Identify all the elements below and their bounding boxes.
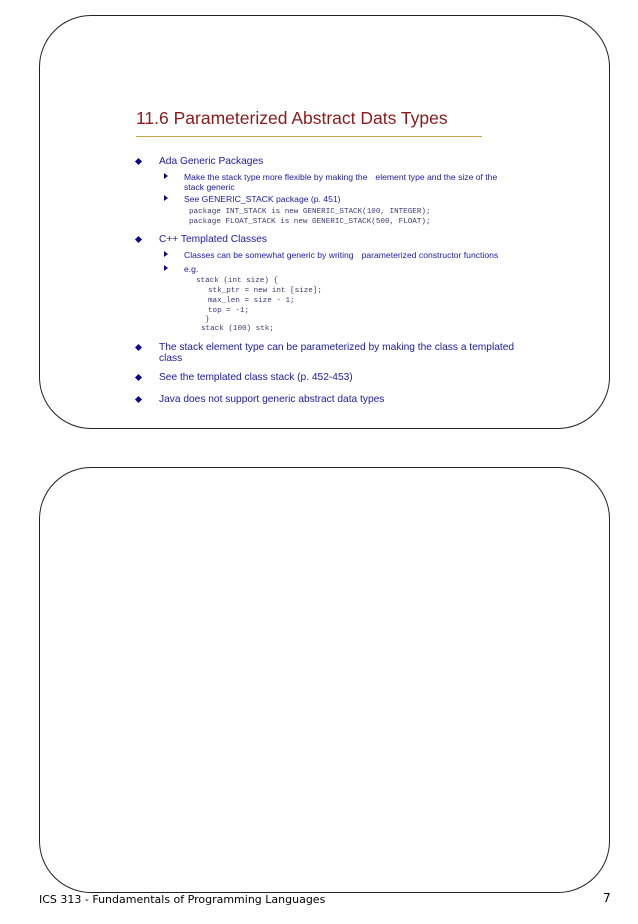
bullet-text: See the templated class stack (p. 452-453) — [159, 372, 353, 383]
code-line: stk_ptr = new int [size]; — [208, 287, 322, 295]
arrow-bullet-icon — [164, 195, 168, 201]
sub-bullet-text: Classes can be somewhat generic by writing — [184, 250, 354, 260]
code-line: stack (100) stk; — [201, 325, 274, 333]
arrow-bullet-icon — [164, 251, 168, 257]
bullet-text: Ada Generic Packages — [159, 156, 264, 167]
code-line: stack (int size) { — [196, 277, 279, 285]
sub-bullet-text: stack generic — [184, 182, 235, 192]
footer-page-number: 7 — [603, 891, 611, 905]
title-underline — [136, 136, 482, 137]
code-line: max_len = size - 1; — [208, 297, 295, 305]
arrow-bullet-icon — [164, 265, 168, 271]
sub-bullet-text: e.g. — [184, 264, 199, 274]
sub-bullet-text: parameterized constructor functions — [361, 250, 499, 260]
sub-bullet-text: Make the stack type more flexible by making the — [184, 172, 368, 182]
slide-title: 11.6 Parameterized Abstract Dats Types — [136, 108, 448, 128]
code-line: } — [205, 316, 210, 324]
code-line: package FLOAT_STACK is new GENERIC_STACK(500, FLOAT); — [189, 218, 431, 226]
sub-bullet-text: element type and the size of the — [375, 172, 498, 182]
footer-course-title: ICS 313 - Fundamentals of Programming Languages — [39, 893, 326, 906]
empty-slide-frame — [39, 467, 610, 893]
bullet-text: Java does not support generic abstract data types — [159, 394, 385, 405]
arrow-bullet-icon — [164, 173, 168, 179]
code-line: package INT_STACK is new GENERIC_STACK(100, INTEGER); — [189, 208, 431, 216]
bullet-text: The stack element type can be parameterized by making the class a templated — [159, 342, 515, 353]
bullet-text: class — [159, 353, 183, 364]
code-line: top = -1; — [208, 307, 250, 315]
bullet-text: C++ Templated Classes — [159, 234, 267, 245]
sub-bullet-text: See GENERIC_STACK package (p. 451) — [184, 194, 341, 204]
